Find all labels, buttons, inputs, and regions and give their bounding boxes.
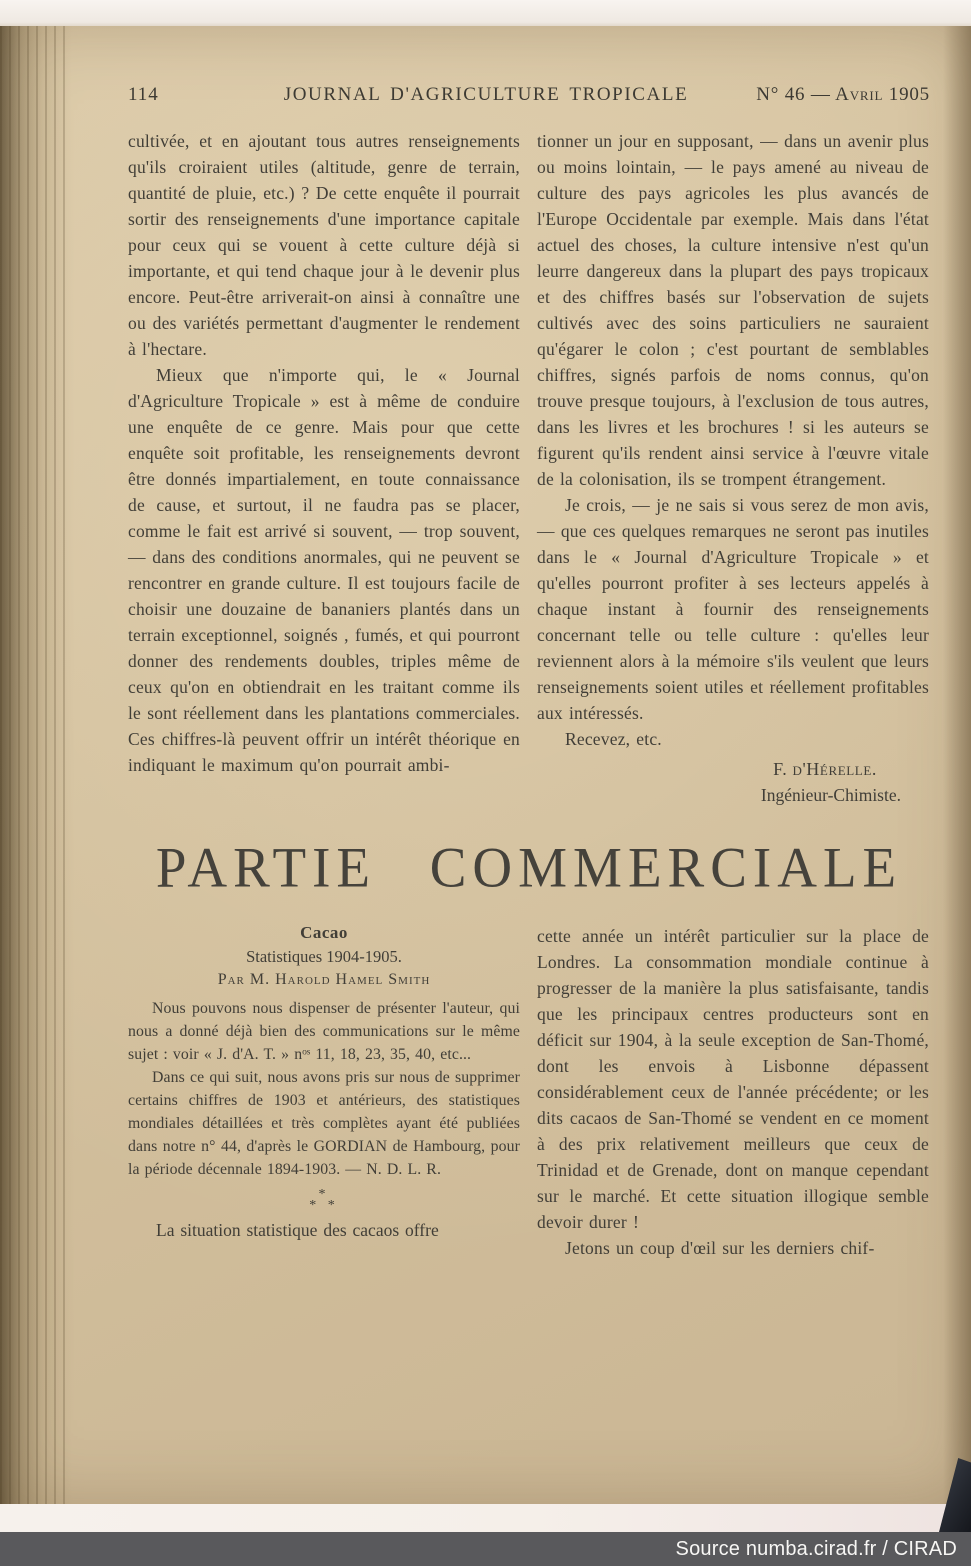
book-gutter-page-edges — [0, 26, 72, 1504]
paragraph: cette année un intérêt particulier sur la place de Londres. La consommation mondiale continue à progresser de la manière la plus satisfaisante, tandis que les principaux centres producteurs sont en déficit sur 1904, à la seule exception de San-Thomé, dont les envois à Lisbonne dépassent considérablement ceux de l'année précédente; or les dits cacaos de San-Thomé se vendent en ce moment à des prix relativement meilleurs que ceux de Trinidad et de Grenade, dont on manque cependant sur le marché. Et cette situation illogique semble devoir durer ! — [537, 926, 929, 1232]
running-header — [128, 84, 930, 106]
scanner-background-top — [0, 0, 971, 26]
article-subtitle: Statistiques 1904-1905. — [246, 947, 402, 966]
paragraph: Mieux que n'importe qui, le « Journal d'Agriculture Tropicale » est à même de conduire une enquête de ce genre. Mais pour que cette enquête soit profitable, les renseignements devront être donnés impartialement, en toute connaissance de cause, et surtout, il ne faudra pas se placer, comme le fait est arrivé si souvent, — trop souvent, — dans des conditions anormales, qui ne peuvent se rencontrer en grande culture. Il est toujours facile de choisir une douzaine de bananiers plantés dans un terrain exceptionnel, soignés , fumés, et qui pourront donner des rendements doubles, triples même de ceux qu'on en obtiendrait en les traitant comme ils le sont réellement dans les plantations commerciales. Ces chiffres-là peuvent offrir un intérêt théorique en indiquant le maximum qu'on pourrait ambi- — [128, 365, 520, 775]
journal-title: JOURNAL D'AGRICULTURE TROPICALE — [283, 84, 689, 105]
source-attribution-bar — [0, 1532, 971, 1566]
closing-line: Recevez, etc. — [565, 729, 662, 749]
section-title: PARTIE COMMERCIALE — [155, 835, 903, 900]
signature-name: F. d'Hérelle. — [773, 759, 877, 779]
paragraph: La situation statistique des cacaos offre — [156, 1220, 439, 1240]
right-column — [537, 128, 929, 808]
article-columns — [128, 128, 930, 808]
asterisk-divider — [128, 1189, 520, 1211]
paragraph: tionner un jour en supposant, — dans un avenir plus ou moins lointain, — le pays amené au niveau de culture des pays agricoles les plus avancés de l'Europe Occidentale par exemple. Mais dans l'état actuel des choses, la culture intensive n'est qu'un leurre dangereux dans la plupart des pays tropicaux et des chiffres basés sur l'observation de sujets cultivés avec des soins particuliers ne sauraient qu'égarer le colon ; c'est pourtant de semblables chiffres, signés parfois de noms connus, qu'on trouve presque toujours, à l'exclusion de tous autres, dans les livres et les brochures ! si les auteurs se figurent qu'ils rendent ainsi service à l'œuvre vitale de la colonisation, ils se trompent étrangement. — [537, 131, 929, 489]
signature-role: Ingénieur-Chimiste. — [760, 785, 901, 805]
paragraph: Je crois, — je ne sais si vous serez de mon avis, — que ces quelques remarques ne seront pas inutiles dans le « Journal d'Agriculture Tropicale » et qu'elles pourront profiter à ses lecteurs appelés à chaque instant à fournir des renseignements concernant telle ou telle culture : qu'elles leur reviennent alors à la mémoire s'ils veulent que leurs renseignements soient utiles et réellement profitables aux intéressés. — [537, 495, 929, 723]
paragraph: cultivée, et en ajoutant tous autres renseignements qu'ils croiraient utiles (altitude, genre de terrain, quantité de pluie, etc.) ? De cette enquête il pourrait sortir des renseignements d'une importance capitale pour ceux qui se vouent à cette culture déjà si importante, et qui tend chaque jour à le devenir plus encore. Peut-être arriverait-on ainsi à connaître une ou des variétés permettant d'augmenter le rendement à l'hectare. — [128, 131, 520, 359]
left-column — [128, 128, 520, 808]
asterisk-bottom: * * — [309, 1198, 339, 1213]
scanner-background-bottom — [0, 1504, 971, 1532]
source-attribution-text: Source numba.cirad.fr / CIRAD — [675, 1537, 957, 1560]
page-number: 114 — [128, 84, 159, 105]
editorial-note: Dans ce qui suit, nous avons pris sur nous de supprimer certains chiffres de 1903 et antérieurs, des statistiques mondiales détaillées et très complètes ayant été publiées dans notre n° 44, d'après le GORDIAN de Hambourg, pour la période décennale 1894-1903. — N. D. L. R. — [128, 1069, 520, 1178]
paragraph: Jetons un coup d'œil sur les derniers chif- — [565, 1238, 875, 1258]
asterisk-top: * — [318, 1187, 330, 1202]
editorial-note: Nous pouvons nous dispenser de présenter l'auteur, qui nous a donné déjà bien des communications sur le même sujet : voir « J. d'A. T. » nᵒˢ 11, 18, 23, 35, 40, etc... — [128, 1000, 520, 1063]
left-column — [128, 923, 520, 1261]
page-paper — [0, 26, 971, 1504]
issue-number-date: N° 46 — Avril 1905 — [756, 84, 930, 105]
page-content — [128, 84, 930, 1261]
right-column — [537, 923, 929, 1261]
article-byline: Par M. Harold Hamel Smith — [217, 971, 431, 988]
article-title: Cacao — [300, 923, 348, 942]
commercial-columns — [128, 923, 930, 1261]
page-right-edge-shadow — [943, 26, 971, 1504]
